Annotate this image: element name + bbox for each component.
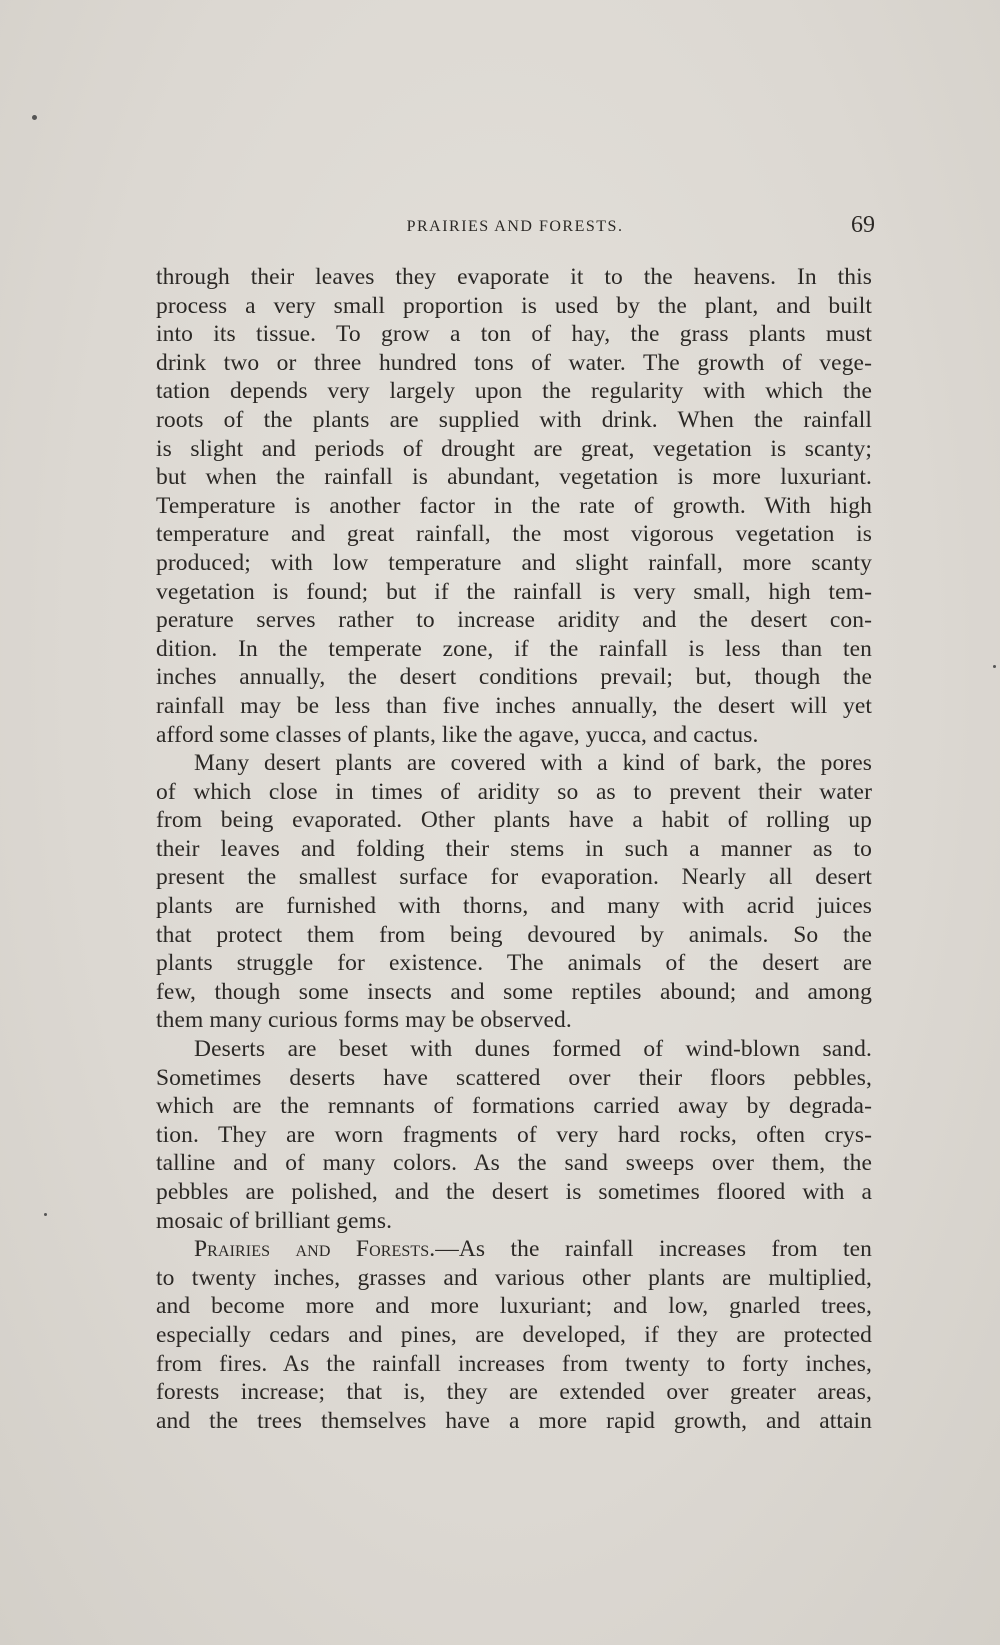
text-line: and become more and more luxuriant; and low, gnarled trees, <box>156 1293 872 1320</box>
text-line: to twenty inches, grasses and various other plants are multiplied, <box>156 1264 872 1291</box>
paper-speck <box>32 115 37 120</box>
text-line: plants struggle for existence. The animals of the desert are <box>156 950 872 977</box>
text-line: into its tissue. To grow a ton of hay, the grass plants must <box>156 321 872 348</box>
text-line: present the smallest surface for evaporation. Nearly all desert <box>156 864 872 891</box>
text-line: vegetation is found; but if the rainfall is very small, high tem- <box>156 578 872 605</box>
text-line: temperature and great rainfall, the most vigorous vegetation is <box>156 521 872 548</box>
text-line: rainfall may be less than five inches annually, the desert will yet <box>156 692 872 719</box>
text-line: perature serves rather to increase aridity and the desert con- <box>156 607 872 634</box>
text-line: process a very small proportion is used by the plant, and built <box>156 292 872 319</box>
text-line: produced; with low temperature and slight rainfall, more scanty <box>156 549 872 576</box>
text-line: Sometimes deserts have scattered over their floors pebbles, <box>156 1064 872 1091</box>
text-line: mosaic of brilliant gems. <box>156 1207 393 1234</box>
page-number: 69 <box>851 212 875 238</box>
text-line: but when the rainfall is abundant, vegetation is more luxuriant. <box>156 464 872 491</box>
running-head <box>155 212 875 242</box>
text-line: plants are furnished with thorns, and many with acrid juices <box>156 893 872 920</box>
text-line: which are the remnants of formations carried away by degrada- <box>156 1093 872 1120</box>
running-title: PRAIRIES AND FORESTS. <box>406 218 624 235</box>
text-line: from fires. As the rainfall increases from twenty to forty inches, <box>156 1350 872 1377</box>
text-line: drink two or three hundred tons of water. The growth of vege- <box>156 349 872 376</box>
text-line: through their leaves they evaporate it to the heavens. In this <box>156 264 872 290</box>
text-line: them many curious forms may be observed. <box>156 1007 572 1034</box>
text-line: tion. They are worn fragments of very hard rocks, often crys- <box>156 1121 872 1148</box>
section-heading-line <box>156 1235 872 1264</box>
text-line: afford some classes of plants, like the agave, yucca, and cactus. <box>156 721 759 748</box>
text-line: Many desert plants are covered with a kind of bark, the pores <box>194 750 872 777</box>
text-line: from being evaporated. Other plants have a habit of rolling up <box>156 807 872 834</box>
text-line: and the trees themselves have a more rapid growth, and attain <box>156 1407 872 1434</box>
text-line: tation depends very largely upon the regularity with which the <box>156 378 872 405</box>
text-line: inches annually, the desert conditions prevail; but, though the <box>156 664 872 691</box>
text-line: roots of the plants are supplied with drink. When the rainfall <box>156 406 872 433</box>
text-line: few, though some insects and some reptiles abound; and among <box>156 978 872 1005</box>
text-line: is slight and periods of drought are great, vegetation is scanty; <box>156 435 872 462</box>
text-line: that protect them from being devoured by animals. So the <box>156 921 872 948</box>
body-text <box>156 263 872 1435</box>
text-line-continuation: —As the rainfall increases from ten <box>435 1236 872 1263</box>
paper-speck <box>44 1213 47 1216</box>
text-line: their leaves and folding their stems in such a manner as to <box>156 835 872 862</box>
text-line: dition. In the temperate zone, if the rainfall is less than ten <box>156 635 872 662</box>
text-line: of which close in times of aridity so as to prevent their water <box>156 778 872 805</box>
section-heading: Prairies and Forests. <box>194 1236 436 1263</box>
text-line: talline and of many colors. As the sand sweeps over them, the <box>156 1150 872 1177</box>
text-line: pebbles are polished, and the desert is sometimes floored with a <box>156 1179 872 1205</box>
paper-speck <box>993 665 996 668</box>
text-line: Deserts are beset with dunes formed of wind-blown sand. <box>194 1036 872 1063</box>
text-line: especially cedars and pines, are developed, if they are protected <box>156 1321 872 1348</box>
text-line: forests increase; that is, they are extended over greater areas, <box>156 1379 872 1406</box>
text-line: Temperature is another factor in the rate of growth. With high <box>156 492 872 519</box>
